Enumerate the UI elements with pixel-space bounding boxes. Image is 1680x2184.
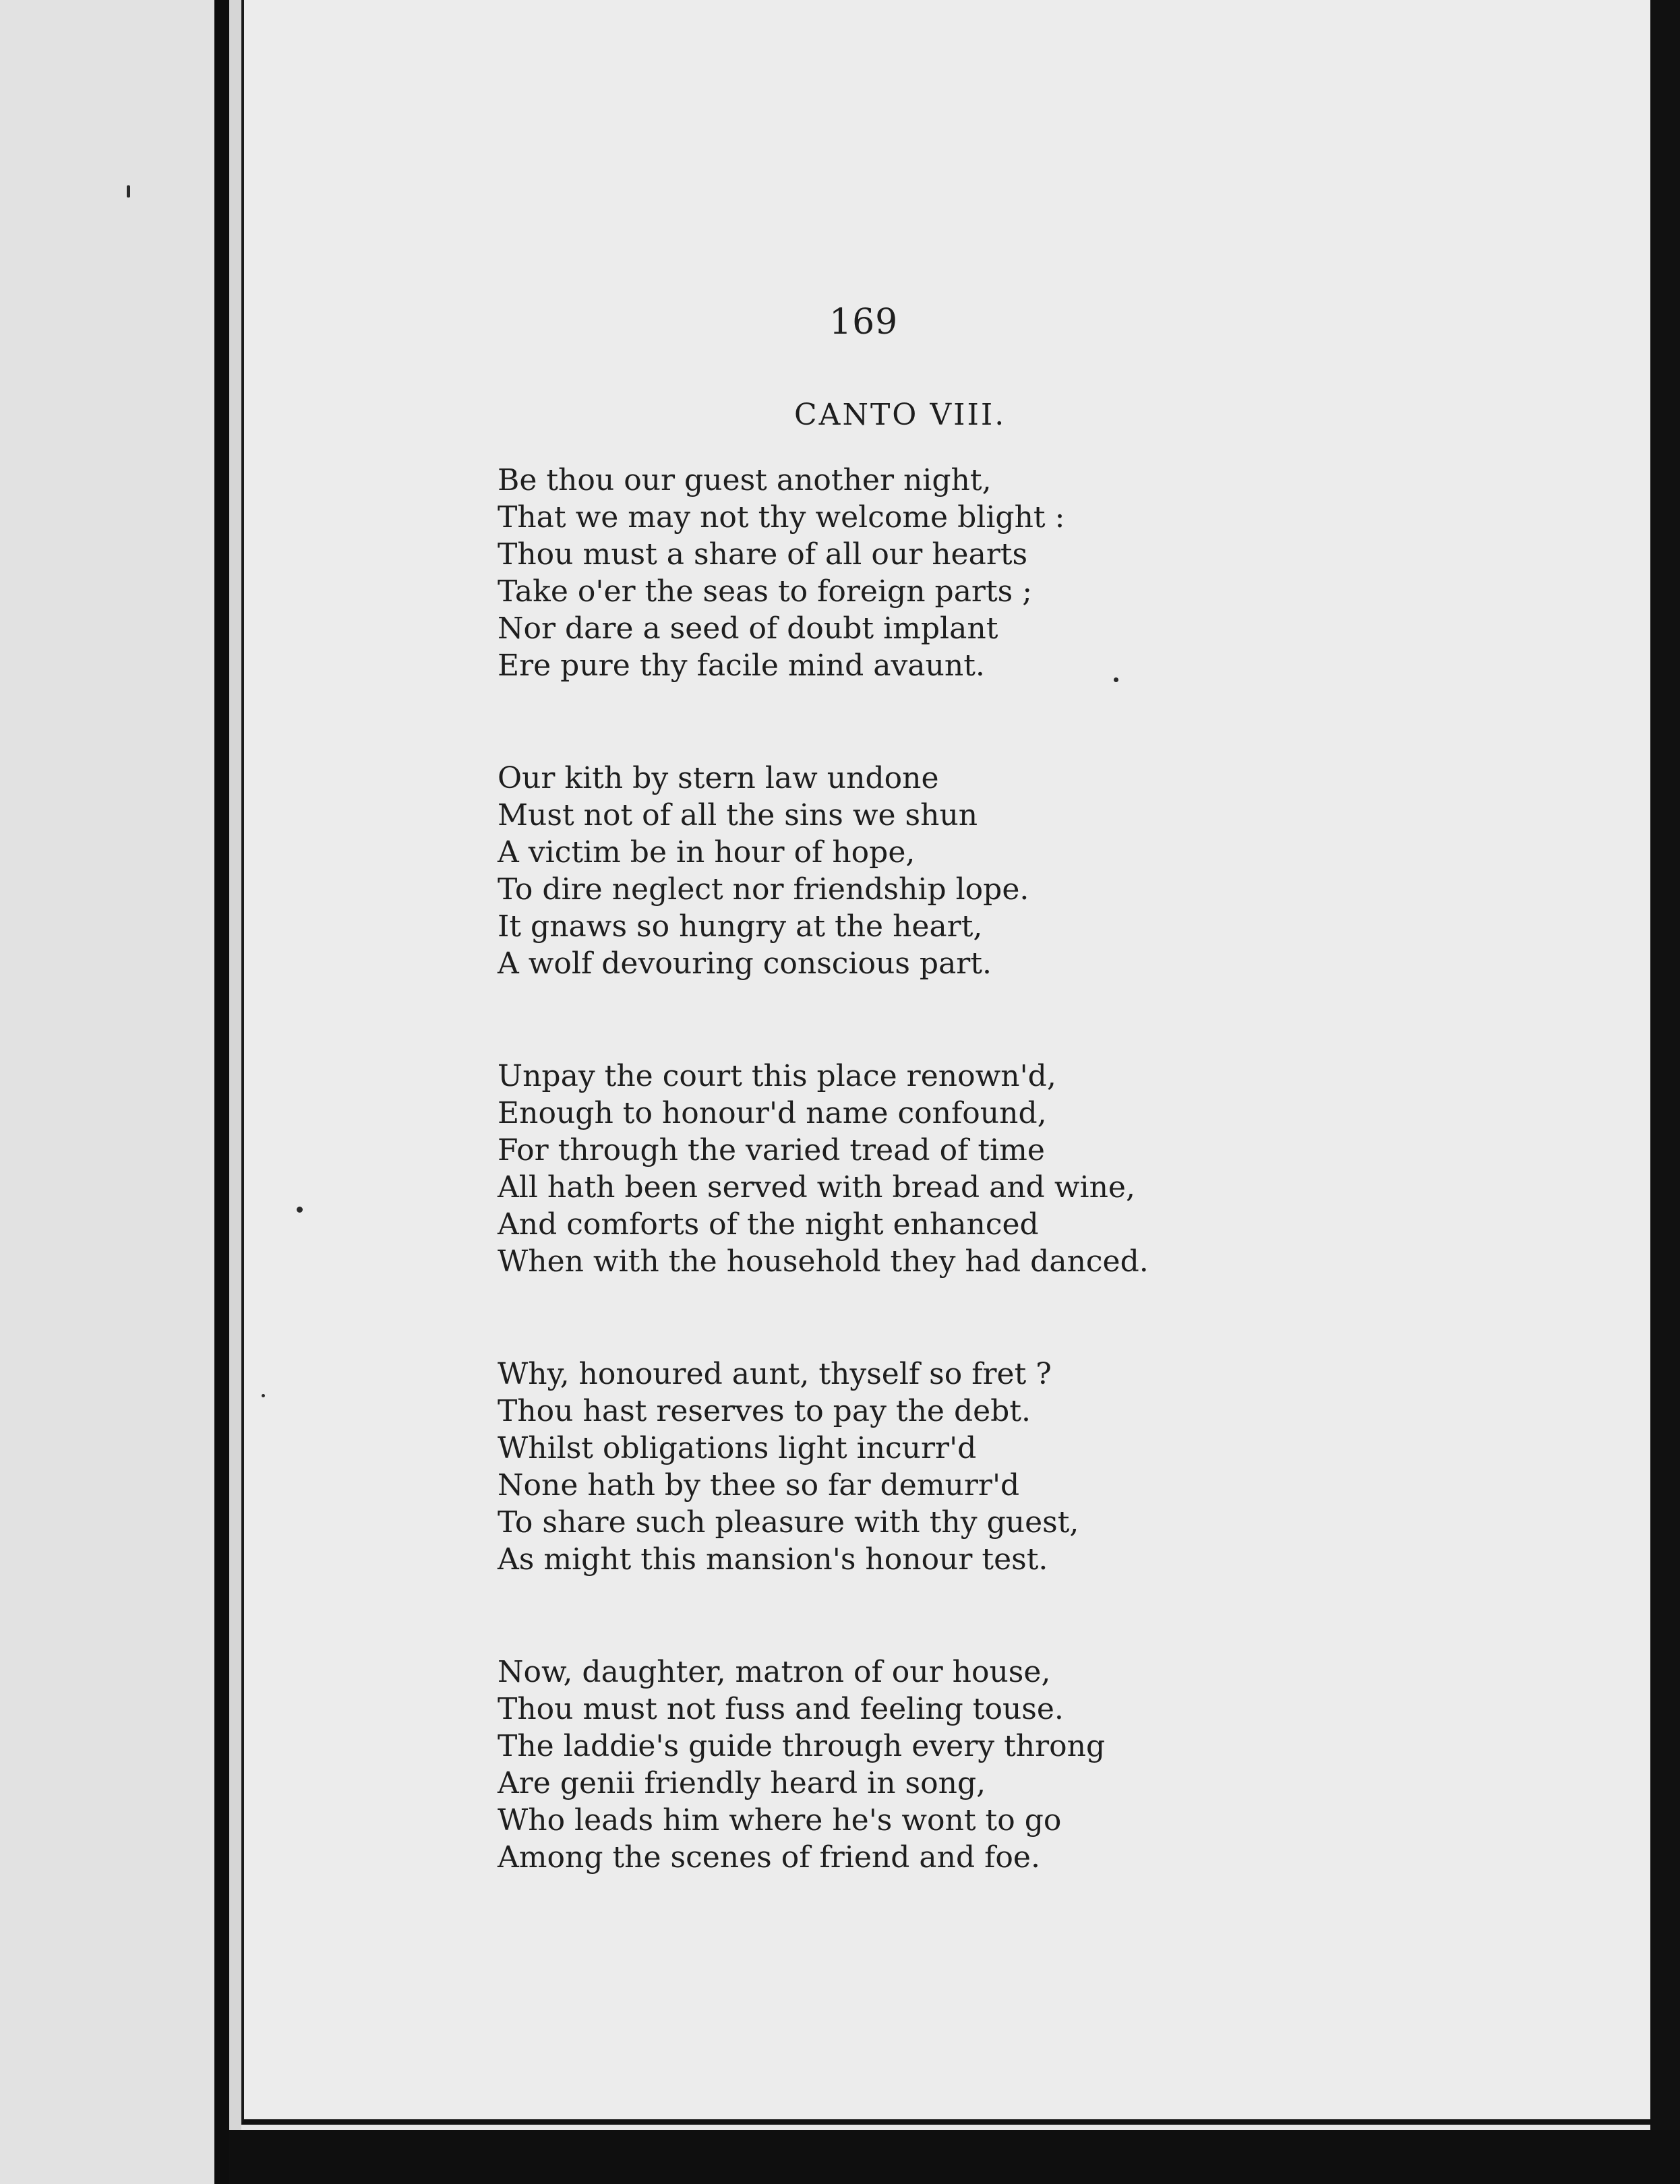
- poem-line: Enough to honour'd name confound,: [498, 1096, 1047, 1130]
- poem-line: That we may not thy welcome blight :: [498, 500, 1065, 535]
- poem-line: Thou must not fuss and feeling touse.: [498, 1692, 1064, 1726]
- poem-line: Must not of all the sins we shun: [498, 798, 978, 832]
- poem: [498, 462, 1307, 1951]
- poem-line: Our kith by stern law undone: [498, 761, 939, 795]
- stanza-4: [498, 1356, 1307, 1578]
- stanza-3: [498, 1058, 1307, 1280]
- poem-line: Why, honoured aunt, thyself so fret ?: [498, 1357, 1052, 1391]
- book-spine: [214, 0, 229, 2184]
- scan-border: [229, 2130, 1680, 2184]
- poem-line: As might this mansion's honour test.: [498, 1542, 1048, 1577]
- poem-line: Now, daughter, matron of our house,: [498, 1655, 1051, 1689]
- scan-speck: [127, 185, 130, 198]
- canto-title: CANTO VIII.: [794, 398, 1007, 432]
- poem-line: Nor dare a seed of doubt implant: [498, 611, 998, 646]
- poem-line: A victim be in hour of hope,: [498, 835, 916, 870]
- poem-line: Whilst obligations light incurr'd: [498, 1431, 977, 1465]
- page-edge: [1650, 0, 1680, 2184]
- poem-line: Thou hast reserves to pay the debt.: [498, 1394, 1031, 1428]
- scan-speck: [297, 1207, 303, 1213]
- scan-speck: [262, 1394, 265, 1397]
- poem-line: For through the varied tread of time: [498, 1133, 1045, 1167]
- poem-line: None hath by thee so far demurr'd: [498, 1468, 1020, 1503]
- poem-line: Take o'er the seas to foreign parts ;: [498, 574, 1033, 609]
- poem-line: Be thou our guest another night,: [498, 463, 992, 497]
- poem-line: The laddie's guide through every throng: [498, 1729, 1106, 1763]
- stanza-2: [498, 760, 1307, 982]
- facing-page: [0, 0, 214, 2184]
- poem-line: Who leads him where he's wont to go: [498, 1803, 1062, 1838]
- poem-line: Among the scenes of friend and foe.: [498, 1840, 1040, 1875]
- poem-line: Unpay the court this place renown'd,: [498, 1059, 1056, 1093]
- poem-line: Thou must a share of all our hearts: [498, 537, 1028, 572]
- poem-line: A wolf devouring conscious part.: [498, 946, 992, 981]
- gutter: [229, 0, 241, 2184]
- poem-line: Ere pure thy facile mind avaunt.: [498, 648, 985, 683]
- poem-line: When with the household they had danced.: [498, 1244, 1149, 1279]
- page-number: 169: [829, 302, 899, 342]
- stanza-1: [498, 462, 1307, 684]
- scan-speck: [1114, 677, 1118, 682]
- stanza-5: [498, 1654, 1307, 1876]
- poem-line: To dire neglect nor friendship lope.: [498, 872, 1029, 907]
- poem-line: It gnaws so hungry at the heart,: [498, 909, 983, 944]
- poem-line: To share such pleasure with thy guest,: [498, 1505, 1079, 1540]
- poem-line: Are genii friendly heard in song,: [498, 1766, 986, 1800]
- poem-line: And comforts of the night enhanced: [498, 1207, 1039, 1242]
- poem-line: All hath been served with bread and wine,: [498, 1170, 1135, 1205]
